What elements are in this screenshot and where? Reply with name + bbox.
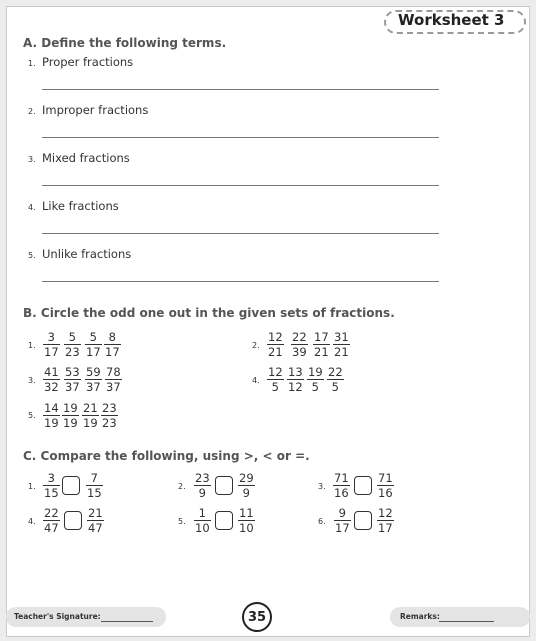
comparison-box[interactable] [354,511,372,530]
fraction[interactable]: 78 37 [106,365,121,394]
set-b4-number: 4. [252,376,260,385]
fraction-right: 7 15 [87,471,102,500]
fraction[interactable]: 3 17 [44,330,59,359]
fraction[interactable]: 22 39 [292,330,307,359]
set-b1-number: 1. [28,341,36,350]
set-b2-number: 2. [252,341,260,350]
fraction-left: 23 9 [195,471,210,500]
teacher-signature-label: Teacher's Signature: [14,612,101,621]
comparison-box[interactable] [215,476,233,495]
question-a4-text: Like fractions [42,199,119,213]
worksheet-page [6,6,530,637]
fraction[interactable]: 12 21 [268,330,283,359]
comparison-box[interactable] [64,511,82,530]
fraction-left: 9 17 [335,506,350,535]
section-c-title: C. Compare the following, using >, < or =. [23,449,310,463]
answer-line-a5[interactable] [42,281,439,282]
fraction[interactable]: 53 37 [65,365,80,394]
section-a-title: A. Define the following terms. [23,36,227,50]
fraction[interactable]: 23 23 [102,401,117,430]
compare-c3-number: 3. [318,482,326,491]
fraction[interactable]: 59 37 [86,365,101,394]
compare-c5-number: 5. [178,517,186,526]
fraction[interactable]: 17 21 [314,330,329,359]
fraction[interactable]: 21 19 [83,401,98,430]
fraction-right: 29 9 [239,471,254,500]
question-a5-text: Unlike fractions [42,247,132,261]
question-a4-number: 4. [28,203,36,212]
question-a2-number: 2. [28,107,36,116]
comparison-box[interactable] [215,511,233,530]
question-a3-text: Mixed fractions [42,151,130,165]
set-b3-number: 3. [28,376,36,385]
question-a1-text: Proper fractions [42,55,134,69]
fraction[interactable]: 13 12 [288,365,303,394]
question-a1-number: 1. [28,59,36,68]
compare-c1-number: 1. [28,482,36,491]
fraction[interactable]: 8 17 [105,330,120,359]
fraction[interactable]: 5 23 [65,330,80,359]
fraction-left: 71 16 [334,471,349,500]
answer-line-a3[interactable] [42,185,439,186]
fraction-right: 12 17 [378,506,393,535]
remarks-line[interactable] [439,621,494,622]
worksheet-title: Worksheet 3 [398,11,505,29]
fraction[interactable]: 19 5 [308,365,323,394]
set-b5-number: 5. [28,411,36,420]
fraction[interactable]: 12 5 [268,365,283,394]
fraction[interactable]: 41 32 [44,365,59,394]
remarks-label: Remarks: [400,612,440,621]
comparison-box[interactable] [62,476,80,495]
compare-c6-number: 6. [318,517,326,526]
answer-line-a2[interactable] [42,137,439,138]
compare-c2-number: 2. [178,482,186,491]
answer-line-a1[interactable] [42,89,439,90]
fraction-right: 21 47 [88,506,103,535]
fraction-right: 11 10 [239,506,254,535]
question-a5-number: 5. [28,251,36,260]
fraction[interactable]: 14 19 [44,401,59,430]
comparison-box[interactable] [354,476,372,495]
fraction-left: 1 10 [195,506,210,535]
teacher-signature-line[interactable] [101,621,153,622]
question-a2-text: Improper fractions [42,103,149,117]
fraction[interactable]: 19 19 [63,401,78,430]
question-a3-number: 3. [28,155,36,164]
section-b-title: B. Circle the odd one out in the given sets of fractions. [23,306,395,320]
fraction[interactable]: 31 21 [334,330,349,359]
answer-line-a4[interactable] [42,233,439,234]
fraction-left: 22 47 [44,506,59,535]
fraction-right: 71 16 [378,471,393,500]
fraction[interactable]: 5 17 [86,330,101,359]
fraction[interactable]: 22 5 [328,365,343,394]
compare-c4-number: 4. [28,517,36,526]
page-number: 35 [242,602,272,632]
fraction-left: 3 15 [44,471,59,500]
